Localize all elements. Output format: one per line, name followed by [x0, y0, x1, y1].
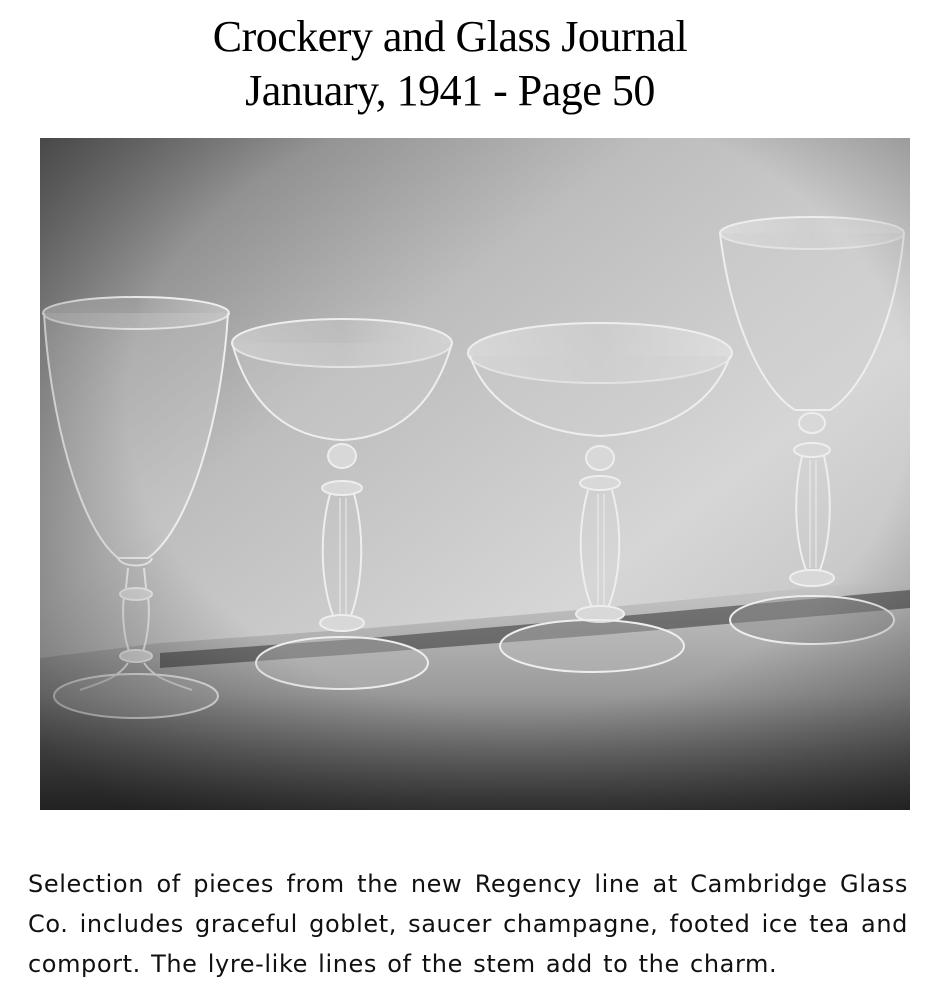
issue-date: January, 1941 - Page 50: [245, 66, 655, 115]
header: [0, 10, 900, 118]
glassware-photo: [40, 138, 910, 810]
publication-title: Crockery and Glass Journal: [212, 12, 688, 61]
photo-caption: Selection of pieces from the new Regency line at Cambridge Glass Co. includes graceful goblet, saucer champagne, footed ice tea and comport. The lyre-like lines of the stem add to the charm.: [28, 870, 908, 978]
